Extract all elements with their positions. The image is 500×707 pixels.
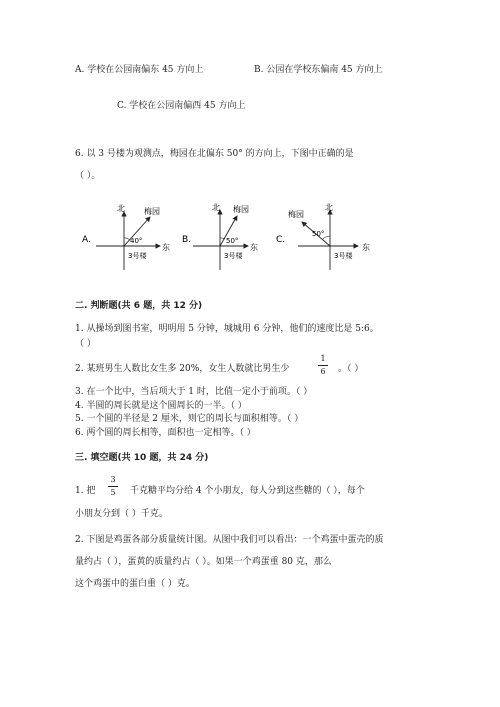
judge-item-5: 5. 一个圆的半径是 2 厘米，则它的周长与面积相等。（ ） bbox=[75, 414, 304, 424]
fill-item-1-num: 3 bbox=[110, 475, 116, 484]
diagram-c bbox=[276, 202, 370, 270]
q6-text: 6. 以 3 号楼为观测点，梅园在北偏东 50° 的方向上，下图中正确的是 bbox=[75, 149, 354, 159]
diagram-a-letter: A. bbox=[82, 235, 91, 245]
diagram-c-angle: 50° bbox=[312, 230, 325, 238]
diagram-a-east: 东 bbox=[162, 243, 170, 252]
judge-item-2-num: 1 bbox=[320, 354, 326, 363]
diagram-c-letter: C. bbox=[276, 235, 286, 245]
fill-item-1-fraction bbox=[108, 475, 118, 498]
q6-blank: （ ）。 bbox=[75, 171, 101, 181]
section2-heading: 二. 判断题(共 6 题，共 12 分) bbox=[75, 301, 203, 311]
fill-item-1-post: 千克糖平均分给 4 个小朋友，每人分到这些糖的（ ），每个 bbox=[130, 486, 365, 496]
fill-item-2-line1: 2. 下图是鸡蛋各部分质量统计图。从图中我们可以看出：一个鸡蛋中蛋壳的质 bbox=[75, 535, 384, 545]
diagram-a bbox=[82, 203, 170, 270]
diagram-c-east: 东 bbox=[362, 243, 370, 252]
diagram-c-target: 梅园 bbox=[288, 210, 304, 219]
diagram-b-target: 梅园 bbox=[233, 205, 249, 214]
judge-item-1: 1. 从操场到图书室，明明用 5 分钟，城城用 6 分钟，他们的速度比是 5:6。 bbox=[75, 324, 379, 334]
section3-heading: 三. 填空题(共 10 题，共 24 分) bbox=[75, 453, 209, 463]
diagram-b-origin: 3号楼 bbox=[224, 252, 243, 260]
choice-b: B. 公园在学校东偏南 45 方向上 bbox=[254, 65, 383, 75]
diagram-b-north: 北 bbox=[212, 203, 220, 212]
judge-item-2-den: 6 bbox=[320, 367, 326, 376]
diagram-b-letter: B. bbox=[182, 235, 192, 245]
fill-item-1-den: 5 bbox=[110, 488, 116, 497]
q6-diagrams bbox=[0, 0, 500, 300]
judge-item-2-fraction bbox=[318, 354, 328, 377]
fill-item-1-line2: 小朋友分到（ ）千克。 bbox=[75, 509, 168, 519]
choice-c: C. 学校在公园南偏西 45 方向上 bbox=[117, 101, 246, 111]
judge-item-4: 4. 半圆的周长就是这个圆周长的一半。（ ） bbox=[75, 401, 247, 411]
judge-item-2: 2. 某班男生人数比女生多 20%，女生人数就比男生少 bbox=[75, 364, 290, 374]
choice-a: A. 学校在公园南偏东 45 方向上 bbox=[75, 65, 204, 75]
fill-item-2-line3: 这个鸡蛋中的蛋白重（ ）克。 bbox=[75, 579, 195, 589]
judge-item-2-blank: 。（ ） bbox=[338, 364, 364, 374]
diagram-b bbox=[182, 202, 258, 270]
fill-item-2-line2: 量约占（ ），蛋黄的质量约占（ ）。如果一个鸡蛋重 80 克，那么 bbox=[75, 557, 332, 567]
diagram-a-north: 北 bbox=[117, 204, 125, 213]
diagram-a-target: 梅园 bbox=[144, 207, 160, 216]
diagram-b-east: 东 bbox=[250, 243, 258, 252]
fill-item-1-pre: 1. 把 bbox=[75, 486, 96, 496]
judge-item-6: 6. 两个圆的周长相等，面积也一定相等。（ ） bbox=[75, 428, 256, 438]
judge-item-1-blank: （ ） bbox=[75, 339, 96, 349]
diagram-a-angle: 40° bbox=[130, 237, 143, 245]
diagram-c-origin: 3号楼 bbox=[334, 252, 353, 260]
judge-item-3: 3. 在一个比中，当后项大于 1 时，比值一定小于前项。（ ） bbox=[75, 387, 313, 397]
diagram-a-origin: 3号楼 bbox=[128, 252, 147, 260]
diagram-b-angle: 50° bbox=[226, 237, 239, 245]
diagram-c-north: 北 bbox=[325, 203, 333, 212]
